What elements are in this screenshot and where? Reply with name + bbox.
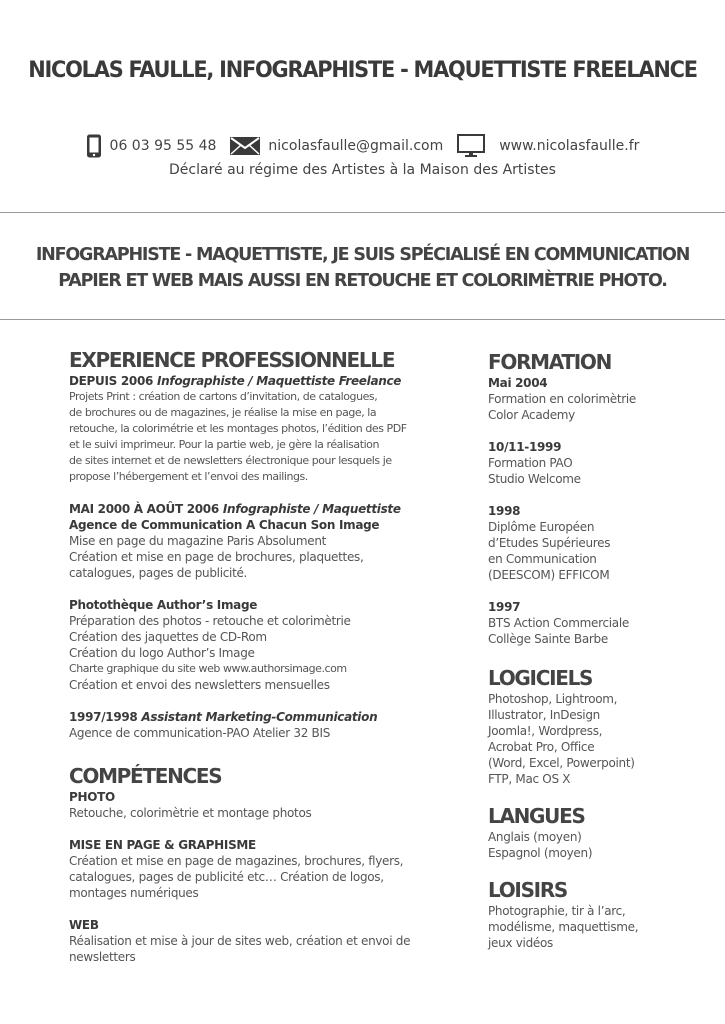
job-description: Mise en page du magazine Paris Absolument Création et mise en page de brochures, plaquettes, catalogues, pages de publicité. [69,534,364,580]
artist-status: Déclaré au régime des Artistes à la Maison des Artistes [169,162,556,178]
formation-detail: BTS Action Commerciale Collège Sainte Barbe [488,616,629,646]
hobbies-heading: LOISIRS [488,878,568,902]
job-description: Projets Print : création de cartons d’invitation, de catalogues, de brochures ou de magazines, je réalise la mise en page, la retouche, la colorimétrie et les montages photos, l’édition des PDF et le suivi imprimeur. Pour la partie web, je gère la réalisation de sites internet et de newsletters électronique pour lesquels je propose l’hébergement et l’envoi des mailings. [69,390,407,483]
page-title: NICOLAS FAULLE, INFOGRAPHISTE - MAQUETTISTE FREELANCE [28,58,697,83]
experience-heading: EXPERIENCE PROFESSIONNELLE [69,348,395,372]
right-column [488,349,708,951]
company-name: Agence de Communication A Chacun Son Image [69,518,380,532]
formation-date: 1998 [488,504,521,518]
website-url: www.nicolasfaulle.fr [499,138,640,154]
skill-description: Création et mise en page de magazines, brochures, flyers, catalogues, pages de publicité etc… Création de logos, montages numériques [69,854,404,900]
company-name: Photothèque Author’s Image [69,598,258,612]
job-description: Agence de communication-PAO Atelier 32 BIS [69,726,331,740]
formation-date: 10/11-1999 [488,440,562,454]
job-title: MAI 2000 À AOÛT 2006 Infographiste / Maquettiste [69,502,401,516]
divider-bottom [0,319,725,320]
skill-description: Réalisation et mise à jour de sites web, création et envoi de newsletters [69,934,411,964]
monitor-icon [457,134,485,158]
software-list: Photoshop, Lightroom, Illustrator, InDesign Joomla!, Wordpress, Acrobat Pro, Office (Word, Excel, Powerpoint) FTP, Mac OS X [488,692,635,786]
left-column [69,347,446,965]
mail-icon [230,137,260,155]
tagline [0,242,725,294]
formation-detail: Diplôme Européen d’Etudes Supérieures en Communication (DEESCOM) EFFICOM [488,520,611,582]
contact-email[interactable] [230,137,443,155]
formation-date: 1997 [488,600,521,614]
skill-description: Retouche, colorimètrie et montage photos [69,806,312,820]
languages-list: Anglais (moyen) Espagnol (moyen) [488,830,593,860]
skill-title: PHOTO [69,790,115,804]
skill-title: WEB [69,918,99,932]
contact-bar [0,134,725,158]
contact-phone[interactable] [86,134,217,158]
tagline-line: INFOGRAPHISTE - MAQUETTISTE, JE SUIS SPÉCIALISÉ EN COMMUNICATION [35,245,690,265]
formation-detail: Formation PAO Studio Welcome [488,456,581,486]
hobbies-list: Photographie, tir à l’arc, modélisme, maquettisme, jeux vidéos [488,904,639,950]
skill-title: MISE EN PAGE & GRAPHISME [69,838,256,852]
job-title: DEPUIS 2006 Infographiste / Maquettiste Freelance [69,374,402,388]
job-description: Préparation des photos - retouche et colorimètrie Création des jaquettes de CD-Rom Création du logo Author’s Image Charte graphique du site web www.authorsimage.com Création et envoi des newsletters mensuelles [69,614,351,692]
skills-heading: COMPÉTENCES [69,764,222,788]
tagline-line: PAPIER ET WEB MAIS AUSSI EN RETOUCHE ET COLORIMÈTRIE PHOTO. [58,271,667,291]
formation-date: Mai 2004 [488,376,548,390]
job-title: 1997/1998 Assistant Marketing-Communication [69,710,378,724]
email-address: nicolasfaulle@gmail.com [268,138,444,154]
contact-website[interactable] [457,134,639,158]
phone-number: 06 03 95 55 48 [109,138,217,154]
formation-heading: FORMATION [488,350,612,374]
languages-heading: LANGUES [488,804,585,828]
phone-icon [86,134,102,158]
software-heading: LOGICIELS [488,666,593,690]
formation-detail: Formation en colorimètrie Color Academy [488,392,636,422]
divider-top [0,212,725,213]
